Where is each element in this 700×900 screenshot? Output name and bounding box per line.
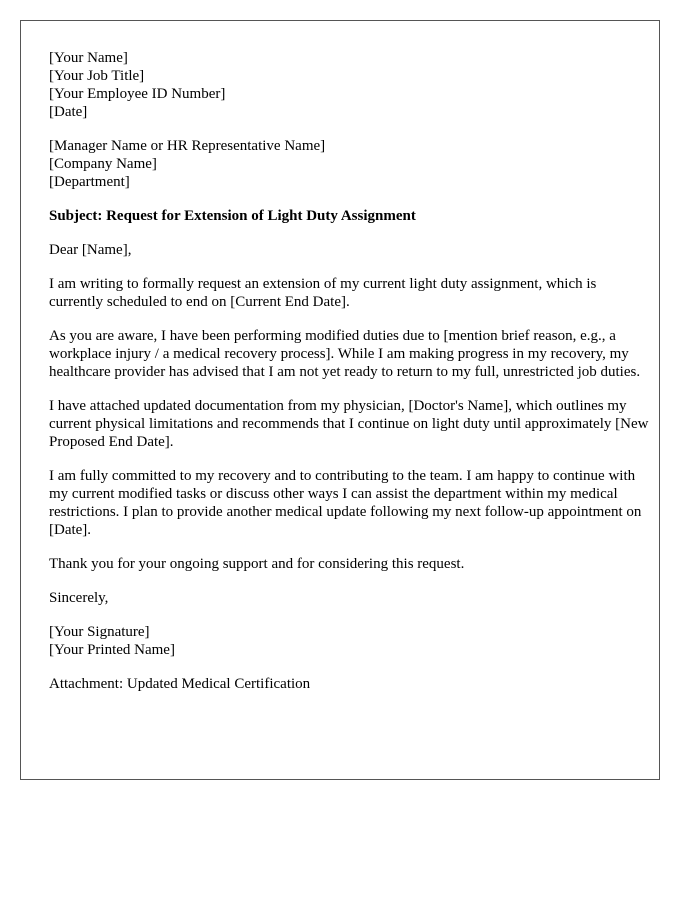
salutation: Dear [Name], [49,242,132,258]
recipient-name: [Manager Name or HR Representative Name] [49,138,326,154]
paragraph-thanks: Thank you for your ongoing support and for considering this request. [49,556,465,572]
sender-name: [Your Name] [49,50,128,66]
letter-body [49,49,649,709]
closing: Sincerely, [49,590,109,606]
letter-date: [Date] [49,104,88,120]
paragraph-documentation: I have attached updated documentation from my physician, [Doctor's Name], which outlines my current physical limitations and recommends that I continue on light duty until approximately [New Proposed End Date]. [49,398,649,450]
signature-line: [Your Signature] [49,624,150,640]
sender-employee-id: [Your Employee ID Number] [49,86,226,102]
printed-name: [Your Printed Name] [49,642,175,658]
signature-block [49,623,649,659]
letter-page [20,20,660,780]
recipient-department: [Department] [49,174,130,190]
paragraph-request: I am writing to formally request an extension of my current light duty assignment, which is currently scheduled to end on [Current End Date]. [49,276,597,310]
paragraph-commitment: I am fully committed to my recovery and to contributing to the team. I am happy to continue with my current modified tasks or discuss other ways I can assist the department within my medical restrictions. I plan to provide another medical update following my next follow-up appointment on [Date]. [49,468,642,538]
attachment-note: Attachment: Updated Medical Certification [49,676,311,692]
sender-block [49,49,649,121]
recipient-block [49,137,649,191]
sender-job-title: [Your Job Title] [49,68,145,84]
paragraph-reason: As you are aware, I have been performing modified duties due to [mention brief reason, e.g., a workplace injury / a medical recovery process]. While I am making progress in my recovery, my healthcare provider has advised that I am not yet ready to return to my full, unrestricted job duties. [49,328,641,380]
subject-line: Subject: Request for Extension of Light Duty Assignment [49,208,416,224]
recipient-company: [Company Name] [49,156,157,172]
